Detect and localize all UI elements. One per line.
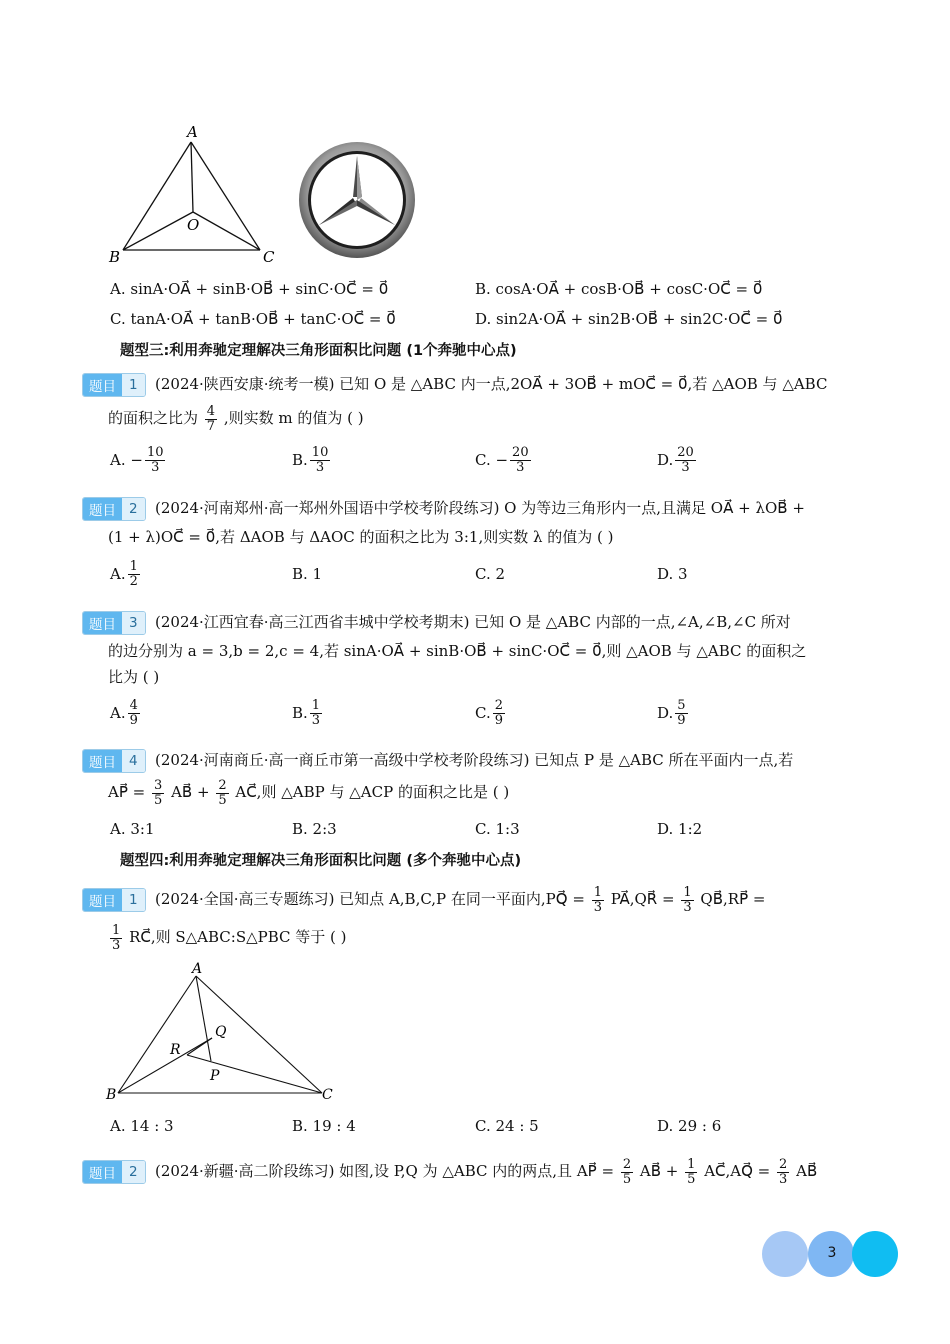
section3-heading: 题型三:利用奔驰定理解决三角形面积比问题 (1个奔驰中心点) — [120, 343, 517, 359]
s3q1-option-c[interactable]: C. − $\frac{20}{3}$ — [475, 444, 529, 475]
s3q4-option-d[interactable]: D. 1:2 — [657, 820, 703, 838]
s3q3-line1: (2024·江西宜春·高三江西省丰城中学校考期末) 已知 O 是 △ABC 内部的一点,∠A,∠B,∠C 所对 — [155, 613, 791, 631]
s3q1-line1: (2024·陕西安康·统考一模) 已知 O 是 △ABC 内一点,2OA⃗ + 3OB⃗ + mOC⃗ = 0⃗,若 △AOB 与 △ABC — [155, 375, 828, 393]
prev-option-d[interactable]: D. sin2A·OA⃗ + sin2B·OB⃗ + sin2C·OC⃗ = 0⃗ — [475, 310, 783, 328]
figure-star-emblem — [295, 138, 419, 262]
question-badge: 题目 2 — [82, 497, 146, 521]
s3q3-option-a[interactable]: A. $\frac{4}{9}$ — [110, 697, 138, 728]
label-P: P — [210, 1068, 220, 1084]
s3q2-line2: (1 + λ)OC⃗ = 0⃗,若 ΔAOB 与 ΔAOC 的面积之比为 3:1,则实数 λ 的值为 ( ) — [108, 528, 614, 546]
s3q4-option-b[interactable]: B. 2:3 — [292, 820, 337, 838]
figure-triangle-abo — [105, 120, 285, 270]
s3q1-line2-pre: 的面积之比为 — [108, 409, 199, 427]
s3q2-option-c[interactable]: C. 2 — [475, 565, 506, 583]
badge-label: 题目 — [83, 374, 122, 396]
s3q2-option-a[interactable]: A. $\frac{1}{2}$ — [110, 558, 138, 589]
s3q4-option-a[interactable]: A. 3:1 — [110, 820, 155, 838]
s4q1-line1: (2024·全国·高三专题练习) 已知点 A,B,C,P 在同一平面内,PQ⃗ = $\frac{1}{3}$ PA⃗,QR⃗ = $\frac{1}{3}$ QB⃗,RP⃗ = — [155, 884, 766, 915]
s3q4-line1: (2024·河南商丘·高一商丘市第一高级中学校考阶段练习) 已知点 P 是 △ABC 所在平面内一点,若 — [155, 751, 794, 769]
label-O: O — [187, 216, 200, 234]
section4-heading: 题型四:利用奔驰定理解决三角形面积比问题 (多个奔驰中心点) — [120, 853, 522, 869]
s3q1-line2 — [108, 403, 364, 434]
s3q1-option-a[interactable]: A. − $\frac{10}{3}$ — [110, 444, 164, 475]
question-badge: 题目 1 — [82, 888, 146, 912]
page-number: 3 — [827, 1245, 837, 1261]
label-C: C — [322, 1087, 333, 1103]
question-badge — [82, 373, 146, 397]
s3q2-line1: (2024·河南郑州·高一郑州外国语中学校考阶段练习) O 为等边三角形内一点,且满足 OA⃗ + λOB⃗ + — [155, 499, 805, 517]
label-R: R — [170, 1042, 181, 1058]
label-B: B — [106, 1087, 117, 1103]
question-badge: 题目 3 — [82, 611, 146, 635]
label-A: A — [187, 123, 198, 141]
fraction: $\frac{4}{7}$ — [206, 403, 216, 434]
page-circle-right — [852, 1231, 898, 1277]
s4q2-line1: (2024·新疆·高二阶段练习) 如图,设 P,Q 为 △ABC 内的两点,且 AP⃗ = $\frac{2}{5}$ AB⃗ + $\frac{1}{5}$ AC⃗,AQ⃗ = $\frac{2}{3}$ AB⃗ — [155, 1156, 818, 1187]
label-Q: Q — [215, 1024, 227, 1040]
s3q3-option-d[interactable]: D. $\frac{5}{9}$ — [657, 697, 686, 728]
badge-number: 1 — [122, 374, 145, 396]
prev-option-c[interactable]: C. tanA·OA⃗ + tanB·OB⃗ + tanC·OC⃗ = 0⃗ — [110, 310, 396, 328]
s4q1-option-d[interactable]: D. 29 : 6 — [657, 1117, 722, 1135]
s3q3-line2: 的边分别为 a = 3,b = 2,c = 4,若 sinA·OA⃗ + sinB·OB⃗ + sinC·OC⃗ = 0⃗,则 △AOB 与 △ABC 的面积之 — [108, 642, 807, 660]
s3q3-option-c[interactable]: C. $\frac{2}{9}$ — [475, 697, 503, 728]
s4q1-option-b[interactable]: B. 19 : 4 — [292, 1117, 356, 1135]
question-badge: 题目 2 — [82, 1160, 146, 1184]
s3q2-option-b[interactable]: B. 1 — [292, 565, 323, 583]
figure-triangle-pqr — [100, 960, 350, 1110]
label-B: B — [109, 248, 121, 266]
s4q1-line2: $\frac{1}{3}$ RC⃗,则 S△ABC:S△PBC 等于 ( ) — [112, 922, 347, 953]
s4q1-option-a[interactable]: A. 14 : 3 — [110, 1117, 174, 1135]
s3q4-option-c[interactable]: C. 1:3 — [475, 820, 520, 838]
s3q3-line3: 比为 ( ) — [108, 668, 160, 686]
s3q1-option-b[interactable]: B. $\frac{10}{3}$ — [292, 444, 329, 475]
s4q1-option-c[interactable]: C. 24 : 5 — [475, 1117, 539, 1135]
prev-option-b[interactable]: B. cosA·OA⃗ + cosB·OB⃗ + cosC·OC⃗ = 0⃗ — [475, 280, 763, 298]
prev-option-a[interactable]: A. sinA·OA⃗ + sinB·OB⃗ + sinC·OC⃗ = 0⃗ — [110, 280, 389, 298]
label-A: A — [192, 961, 203, 977]
s3q4-line2: AP⃗ = $\frac{3}{5}$ AB⃗ + $\frac{2}{5}$ AC⃗,则 △ABP 与 △ACP 的面积之比是 ( ) — [108, 777, 510, 808]
question-badge: 题目 4 — [82, 749, 146, 773]
label-C: C — [263, 248, 275, 266]
s3q2-option-d[interactable]: D. 3 — [657, 565, 688, 583]
s3q1-option-d[interactable]: D. $\frac{20}{3}$ — [657, 444, 694, 475]
s3q1-line2-post: ,则实数 m 的值为 ( ) — [223, 409, 364, 427]
page-circle-left — [762, 1231, 808, 1277]
s3q3-option-b[interactable]: B. $\frac{1}{3}$ — [292, 697, 321, 728]
